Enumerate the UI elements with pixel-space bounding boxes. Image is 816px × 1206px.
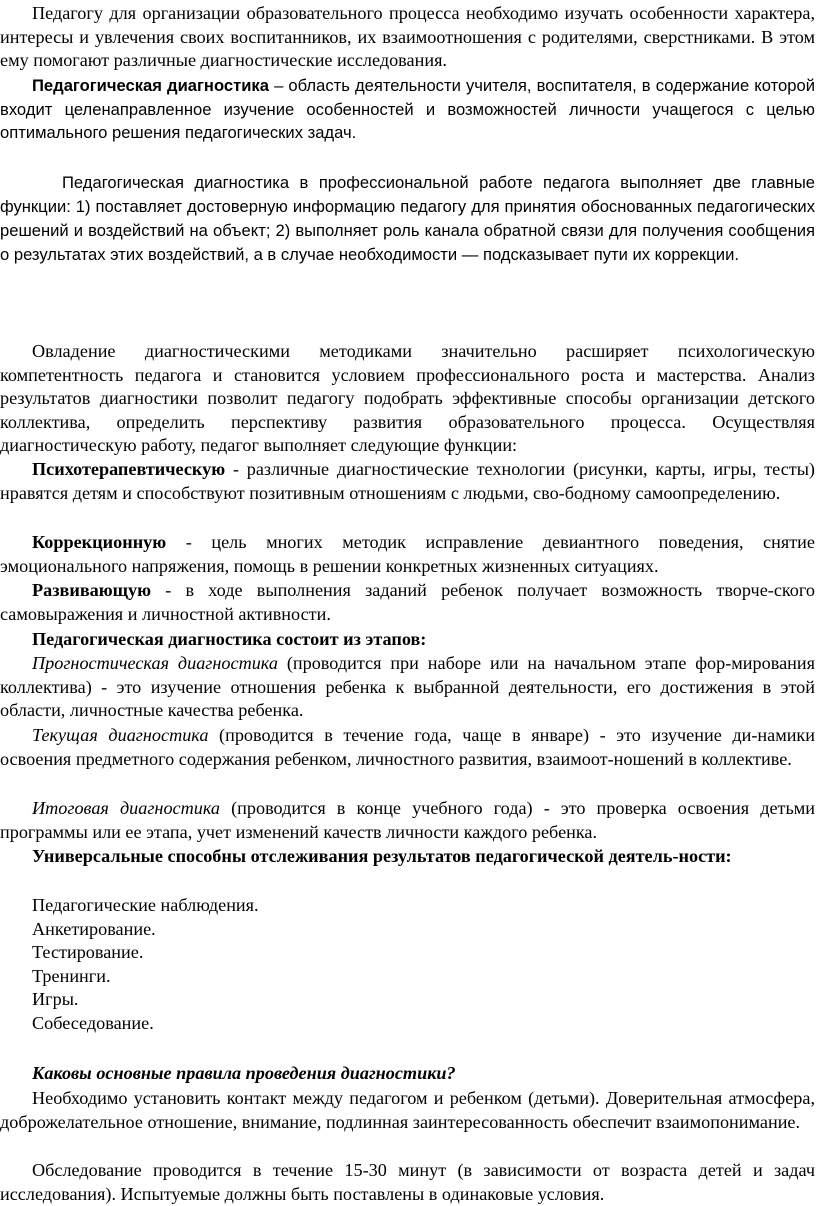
list-item: Тренинги. (32, 965, 111, 986)
rule-duration: Обследование проводится в течение 15-30 минут (в зависимости от возраста детей и задач исследования). Испытуемые должны быть поставлены в одинаковые условия. (0, 1160, 815, 1204)
list-item: Игры. (32, 989, 79, 1009)
stage-current (0, 724, 815, 771)
stage-prognostic (0, 652, 815, 723)
methods-list (32, 894, 259, 1035)
stages-heading: Педагогическая диагностика состоит из этапов: (32, 629, 427, 649)
intro-paragraph: Педагогу для организации образовательного процесса необходимо изучать особенности характера, интересы и увлечения своих воспитанников, их взаимоотношения с родителями, сверстниками. В этом ему помогают различные диагностические исследования. (0, 3, 815, 70)
methods-heading: Универсальные способны отслеживания результатов педагогической деятель-ности: (32, 846, 732, 866)
list-item: Собеседование. (32, 1012, 154, 1033)
list-item: Анкетирование. (32, 918, 156, 939)
rules-heading: Каковы основные правила проведения диагностики? (32, 1063, 456, 1083)
stage-term: Текущая диагностика (32, 725, 209, 745)
definition-text: – область деятельности учителя, воспитателя, в содержание которой входит целенаправленное изучение особенностей и возможностей личности учащегося с целью оптимального решения педагогических задач. (0, 76, 815, 142)
function-correctional (0, 531, 815, 578)
stage-final (0, 797, 815, 844)
function-developing (0, 579, 815, 626)
stage-text: (проводится при наборе или на начальном этапе фор-мирования коллектива) - это изучение отношения ребенка к выбранной деятельности, его достижения в этой области, личностные качества ребенка. (0, 653, 815, 720)
rule-contact: Необходимо установить контакт между педагогом и ребенком (детьми). Доверительная атмосфера, доброжелательное отношение, внимание, подлинная заинтересованность обеспечит взаимопонимание. (0, 1088, 815, 1132)
stage-text: (проводится в течение года, чаще в январе) - это изучение ди-намики освоения предметного содержания ребенком, личностного развития, взаимоот-ношений в коллективе. (0, 725, 816, 769)
function-text: - различные диагностические технологии (рисунки, карты, игры, тесты) нравятся детям и способствуют позитивным отношениям с людьми, сво-бодному самоопределению. (0, 459, 815, 503)
function-term: Коррекционную (32, 532, 167, 552)
list-item: Педагогические наблюдения. (32, 895, 259, 915)
function-psychotherapeutic (0, 458, 815, 505)
stage-term: Итоговая диагностика (32, 798, 221, 818)
stage-text: (проводится в конце учебного года) - это проверка освоения детьми программы или ее этапа, учет изменений качеств личности каждого ребенка. (0, 798, 816, 842)
list-item: Тестирование. (32, 942, 144, 962)
function-term: Развивающую (32, 580, 151, 600)
functions-paragraph: Педагогическая диагностика в профессиональной работе педагога выполняет две главные функции: 1) поставляет достоверную информацию педагогу для принятия обоснованных педагогических решений и воздействий на объект; 2) выполняет роль канала обратной связи для получения сообщения о результатах этих воздействий, а в случае необходимости — подсказывает пути их коррекции. (0, 173, 815, 264)
function-text: - цель многих методик исправление девиантного поведения, снятие эмоционального напряжения, помощь в решении конкретных жизненных ситуациях. (0, 532, 815, 576)
mastery-paragraph: Овладение диагностическими методиками значительно расширяет психологическую компетентность педагога и становится условием профессионального роста и мастерства. Анализ результатов диагностики позволит педагогу подобрать эффективные способы организации детского коллектива, определить перспективу развития образовательного процесса. Осуществляя диагностическую работу, педагог выполняет следующие функции: (0, 341, 815, 455)
definition-term: Педагогическая диагностика (32, 76, 269, 95)
function-term: Психотерапевтическую (32, 459, 226, 479)
function-text: - в ходе выполнения заданий ребенок получает возможность творче-ского самовыражения и личностной активности. (0, 580, 815, 624)
definition-paragraph (0, 74, 815, 145)
stage-term: Прогностическая диагностика (32, 653, 278, 673)
